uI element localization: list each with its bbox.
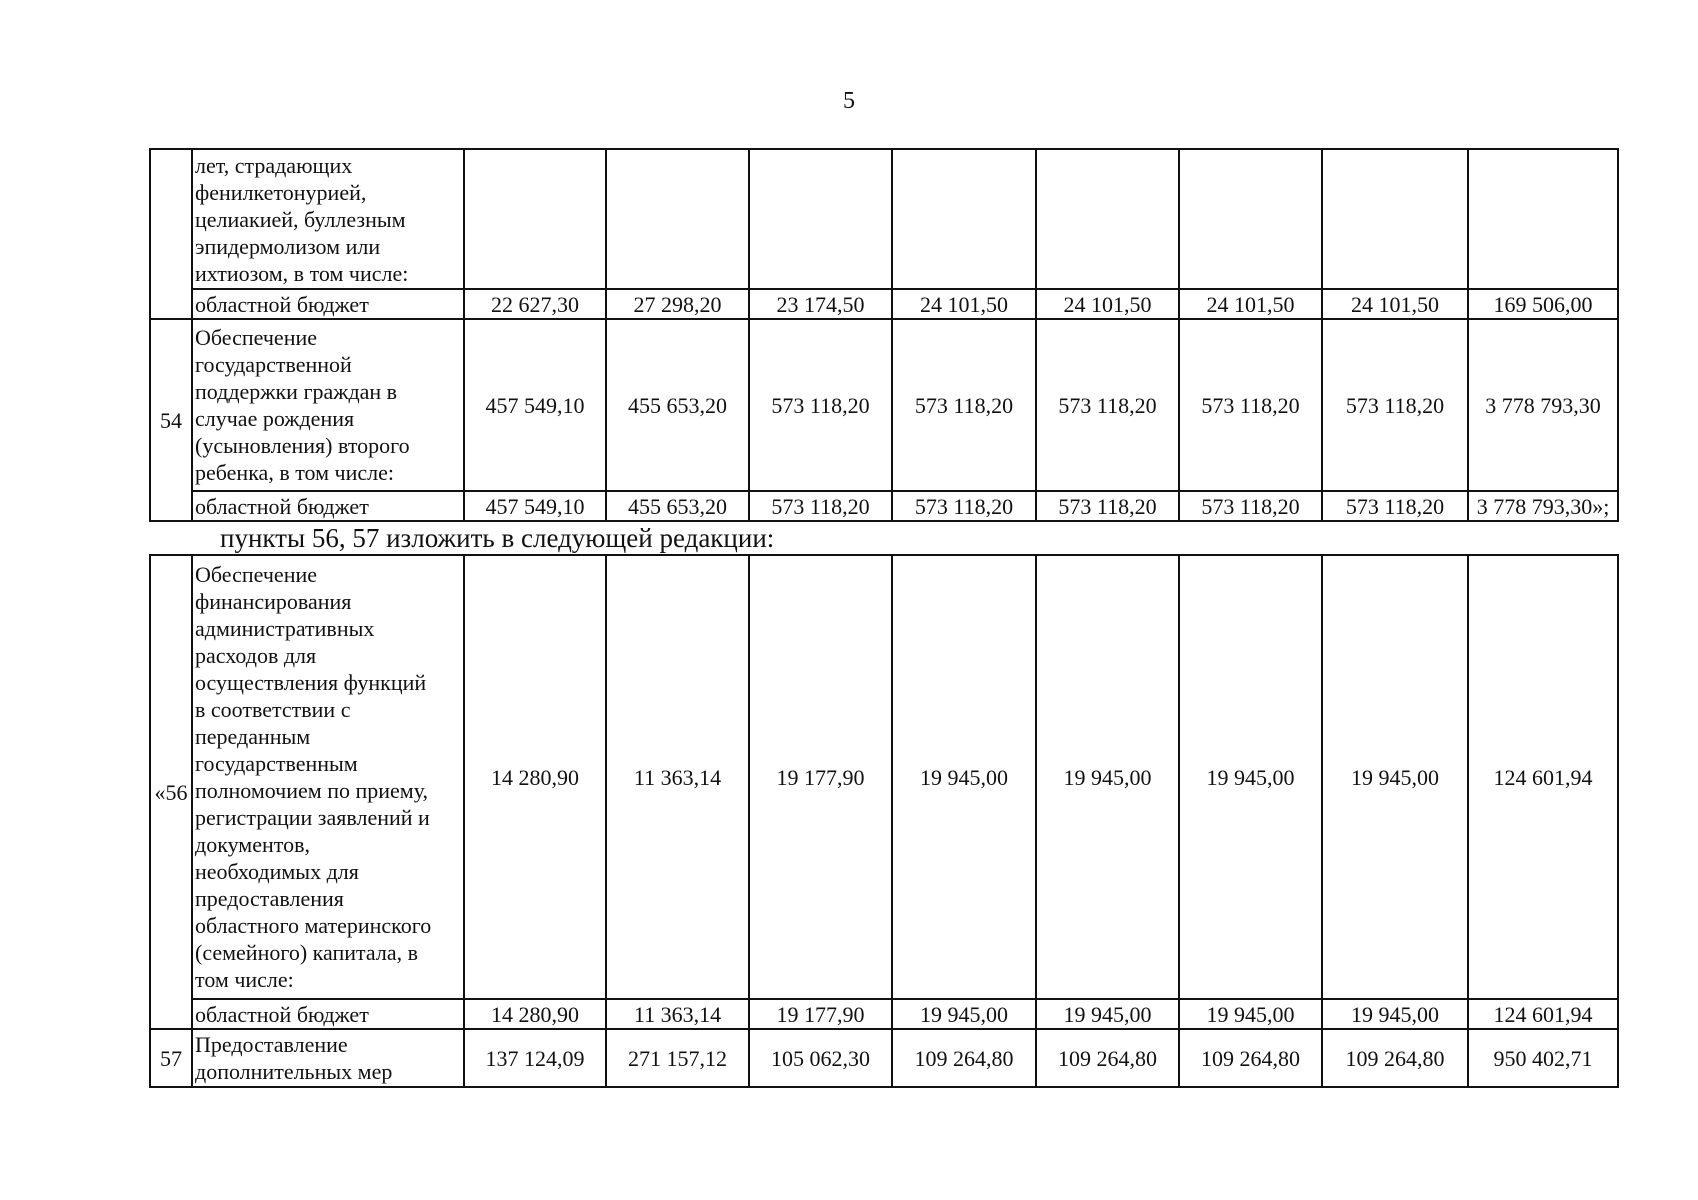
row-number: 54 <box>150 319 192 521</box>
row-description: Обеспечение финансирования административных расходов для осуществления функций в соответствии с переданным государственным полномочием по приему, регистрации заявлений и документов, необходимых для предоставления областного материнского (семейного) капитала, в том числе: <box>192 555 464 999</box>
row-description: лет, страдающих фенилкетонурией, целиакией, буллезным эпидермолизом или ихтиозом, в том числе: <box>192 149 464 289</box>
row-number: 57 <box>150 1029 192 1087</box>
value-cell: 271 157,12 <box>606 1029 749 1087</box>
row-description: Предоставление дополнительных мер <box>192 1029 464 1087</box>
value-cell: 950 402,71 <box>1468 1029 1618 1087</box>
value-cell <box>606 149 749 289</box>
value-cell: 3 778 793,30 <box>1468 319 1618 491</box>
value-cell: 24 101,50 <box>1322 289 1468 319</box>
value-cell: 14 280,90 <box>464 555 606 999</box>
value-cell <box>1322 149 1468 289</box>
value-cell: 573 118,20 <box>892 491 1036 521</box>
value-cell: 137 124,09 <box>464 1029 606 1087</box>
table-row-continued-budget <box>150 289 1618 319</box>
value-cell: 19 945,00 <box>1179 999 1322 1029</box>
value-cell: 124 601,94 <box>1468 999 1618 1029</box>
value-cell: 109 264,80 <box>1322 1029 1468 1087</box>
page-number: 5 <box>843 88 855 114</box>
value-cell: 573 118,20 <box>1322 491 1468 521</box>
value-cell <box>464 149 606 289</box>
value-cell <box>749 149 892 289</box>
value-cell: 24 101,50 <box>1036 289 1179 319</box>
value-cell: 573 118,20 <box>749 319 892 491</box>
value-cell: 573 118,20 <box>1179 319 1322 491</box>
value-cell: 19 945,00 <box>1322 999 1468 1029</box>
value-cell: 11 363,14 <box>606 555 749 999</box>
budget-table-continued <box>149 148 1619 522</box>
budget-table-new-edition <box>149 554 1619 1088</box>
value-cell: 573 118,20 <box>1036 319 1179 491</box>
budget-label: областной бюджет <box>192 491 464 521</box>
value-cell: 109 264,80 <box>1036 1029 1179 1087</box>
value-cell: 19 177,90 <box>749 555 892 999</box>
budget-label: областной бюджет <box>192 289 464 319</box>
value-cell: 3 778 793,30»; <box>1468 491 1618 521</box>
value-cell: 457 549,10 <box>464 319 606 491</box>
row-description: Обеспечение государственной поддержки граждан в случае рождения (усыновления) второго ребенка, в том числе: <box>192 319 464 491</box>
value-cell: 19 945,00 <box>1036 999 1179 1029</box>
value-cell: 14 280,90 <box>464 999 606 1029</box>
table-row-54-budget <box>150 491 1618 521</box>
value-cell: 24 101,50 <box>892 289 1036 319</box>
table-row-56 <box>150 555 1618 999</box>
value-cell: 573 118,20 <box>892 319 1036 491</box>
value-cell <box>1179 149 1322 289</box>
budget-label: областной бюджет <box>192 999 464 1029</box>
value-cell: 27 298,20 <box>606 289 749 319</box>
value-cell: 573 118,20 <box>1036 491 1179 521</box>
value-cell: 11 363,14 <box>606 999 749 1029</box>
table-row-54 <box>150 319 1618 491</box>
value-cell: 19 945,00 <box>892 999 1036 1029</box>
value-cell: 109 264,80 <box>892 1029 1036 1087</box>
value-cell: 22 627,30 <box>464 289 606 319</box>
value-cell: 19 945,00 <box>1322 555 1468 999</box>
value-cell: 573 118,20 <box>1322 319 1468 491</box>
value-cell <box>1468 149 1618 289</box>
value-cell: 124 601,94 <box>1468 555 1618 999</box>
value-cell: 23 174,50 <box>749 289 892 319</box>
table-row-57 <box>150 1029 1618 1087</box>
value-cell: 19 945,00 <box>1036 555 1179 999</box>
row-number-cell <box>150 149 192 319</box>
row-number: «56 <box>150 555 192 1029</box>
value-cell: 455 653,20 <box>606 491 749 521</box>
value-cell: 109 264,80 <box>1179 1029 1322 1087</box>
table-row-56-budget <box>150 999 1618 1029</box>
value-cell: 19 177,90 <box>749 999 892 1029</box>
value-cell: 19 945,00 <box>1179 555 1322 999</box>
value-cell: 19 945,00 <box>892 555 1036 999</box>
value-cell: 169 506,00 <box>1468 289 1618 319</box>
value-cell <box>892 149 1036 289</box>
amendment-instruction: пункты 56, 57 изложить в следующей редакции: <box>220 523 775 553</box>
value-cell: 455 653,20 <box>606 319 749 491</box>
table-row-continued-desc <box>150 149 1618 289</box>
value-cell: 105 062,30 <box>749 1029 892 1087</box>
value-cell: 573 118,20 <box>749 491 892 521</box>
value-cell: 457 549,10 <box>464 491 606 521</box>
value-cell: 24 101,50 <box>1179 289 1322 319</box>
value-cell <box>1036 149 1179 289</box>
value-cell: 573 118,20 <box>1179 491 1322 521</box>
